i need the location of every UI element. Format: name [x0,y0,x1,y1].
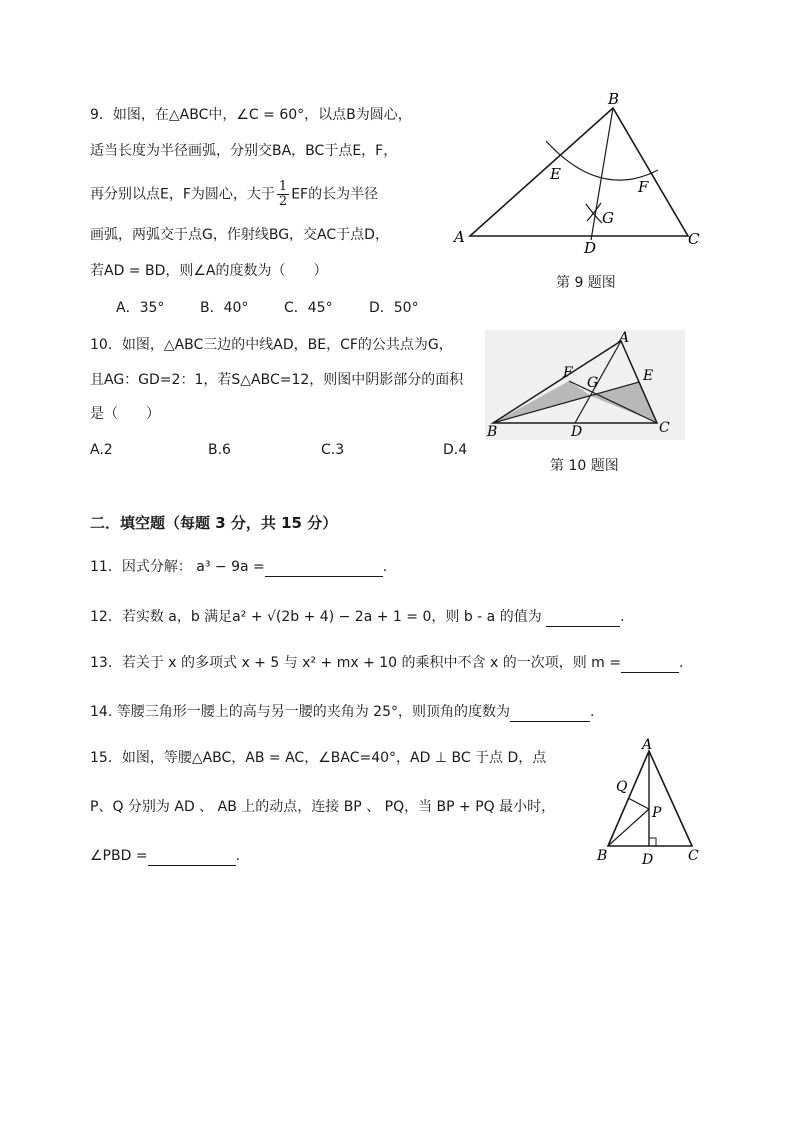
q10-line-3: 是（ ） [90,406,160,422]
q9-line-3-b: EF的长为半径 [291,186,379,203]
q15-label-b: B [597,848,608,864]
q13-text: 13．若关于 x 的多项式 x + 5 与 x² + mx + 10 的乘积中不含 x 的一次项，则 m = [90,655,621,671]
q9-label-c: C [688,230,700,248]
q10-figure [485,330,685,440]
q13-answer-blank[interactable] [621,656,679,673]
q10-label-e: E [643,368,654,384]
q11 [90,557,387,577]
q9-line-5: 若AD = BD，则∠A的度数为（ ） [90,263,328,279]
q10-line-1: 10．如图，△ABC三边的中线AD，BE，CF的公共点为G， [90,337,453,353]
q9-option-d[interactable]: D．50° [369,300,419,316]
q9-label-g: G [602,209,614,227]
q15-label-q: Q [616,779,628,795]
q12-text: 12．若实数 a，b 满足a² + √(2b + 4) − 2a + 1 = 0，则 b - a 的值为 [90,609,542,625]
q15-line-2: P、Q 分别为 AD 、 AB 上的动点，连接 BP 、 PQ，当 BP + PQ 最小时， [90,799,556,815]
q11-answer-blank[interactable] [265,560,383,577]
q9-option-a[interactable]: A．35° [116,300,165,316]
q9-frac-den: 2 [278,194,288,209]
q9-label-a: A [454,228,465,246]
q15-label-p: P [652,805,662,821]
q14-text: 14. 等腰三角形一腰上的高与另一腰的夹角为 25°，则顶角的度数为 [90,704,510,720]
q11-end: . [382,559,388,575]
q15-line-1: 15．如图，等腰△ABC，AB = AC，∠BAC=40°，AD ⊥ BC 于点 D，点 [90,750,547,766]
q9-option-c[interactable]: C．45° [284,300,333,316]
q13 [90,653,683,673]
q14 [90,702,594,722]
q10-label-g: G [587,375,599,391]
q10-label-b: B [487,424,498,440]
q10-label-a: A [619,330,630,346]
q15-line-3 [90,846,240,866]
q10-option-d[interactable]: D.4 [443,442,468,458]
q9-line-1: 9．如图，在△ABC中，∠C = 60°，以点B为圆心， [90,107,412,123]
q15-label-d: D [642,852,654,868]
q15-line-3-text: ∠PBD = [90,848,148,864]
q9-label-e: E [550,165,561,183]
q9-line-3 [90,180,378,209]
q12-answer-blank[interactable] [546,610,620,627]
q10-option-b[interactable]: B.6 [208,442,231,458]
q12-end: . [620,609,625,625]
q12 [90,607,625,627]
q15-answer-blank[interactable] [148,849,236,866]
q14-end: . [589,704,595,720]
q14-answer-blank[interactable] [510,705,590,722]
q15-label-c: C [688,848,699,864]
q13-end: . [678,655,684,671]
q15-end: . [235,848,241,864]
q9-option-b[interactable]: B．40° [200,300,249,316]
q15-figure [594,735,704,870]
q9-label-d: D [584,239,597,257]
q9-label-b: B [608,90,620,108]
q10-line-2: 且AG：GD=2：1，若S△ABC=12，则图中阴影部分的面积 [90,372,464,388]
q9-frac-num: 1 [278,179,288,194]
q10-option-c[interactable]: C.3 [321,442,345,458]
q10-label-c: C [659,420,670,436]
q9-figure [450,90,710,260]
section-title-fill-in: 二．填空题（每题 3 分，共 15 分） [90,514,338,532]
q9-line-4: 画弧，两弧交于点G，作射线BG，交AC于点D， [90,227,389,243]
q10-option-a[interactable]: A.2 [90,442,113,458]
q11-text: 11．因式分解： a³ − 9a = [90,559,265,575]
q10-caption: 第 10 题图 [550,458,619,474]
q9-line-3-a: 再分别以点E，F为圆心，大于 [90,186,275,203]
q9-fraction [277,180,289,209]
q10-label-f: F [563,365,573,381]
q10-label-d: D [571,424,583,440]
q9-caption: 第 9 题图 [556,275,616,291]
q15-label-a: A [642,737,653,753]
q9-line-2: 适当长度为半径画弧，分别交BA，BC于点E，F， [90,143,398,159]
q9-label-f: F [638,178,649,196]
